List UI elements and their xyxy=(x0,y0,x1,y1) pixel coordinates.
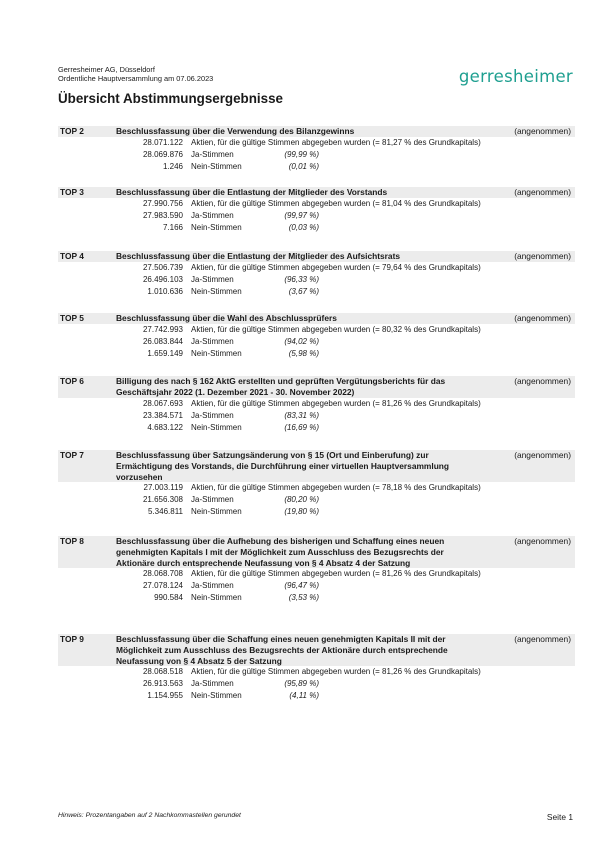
yes-votes-percent: (94,02 %) xyxy=(284,336,319,346)
valid-shares-count: 27.506.739 xyxy=(142,262,183,272)
agenda-item-number: TOP 2 xyxy=(60,126,84,136)
no-votes-label: Nein-Stimmen xyxy=(191,507,242,517)
valid-votes-row xyxy=(58,568,575,580)
page-number: Seite 1 xyxy=(546,812,573,822)
agenda-item-top-5 xyxy=(58,313,575,360)
agenda-item-top-9 xyxy=(58,634,575,702)
agenda-item-status: (angenommen) xyxy=(514,251,571,261)
valid-shares-label: Aktien, für die gültige Stimmen abgegeben wurden (= 80,32 % des Grundkapitals) xyxy=(191,324,481,334)
valid-votes-row xyxy=(58,198,575,210)
no-votes-label: Nein-Stimmen xyxy=(191,222,242,232)
no-votes-count: 1.246 xyxy=(162,161,183,171)
valid-votes-row xyxy=(58,666,575,678)
yes-votes-count: 27.078.124 xyxy=(142,581,183,591)
page-header xyxy=(58,66,575,90)
valid-shares-label: Aktien, für die gültige Stimmen abgegeben wurden (= 81,27 % des Grundkapitals) xyxy=(191,137,481,147)
valid-shares-label: Aktien, für die gültige Stimmen abgegeben wurden (= 81,26 % des Grundkapitals) xyxy=(191,569,481,579)
no-votes-label: Nein-Stimmen xyxy=(191,161,242,171)
agenda-item-header xyxy=(58,376,575,398)
yes-votes-percent: (99,99 %) xyxy=(284,149,319,159)
agenda-item-top-6 xyxy=(58,376,575,434)
agenda-item-title: Beschlussfassung über Satzungsänderung von § 15 (Ort und Einberufung) zur Ermächtigung des Vorstands, die Durchführung einer virtuellen Hauptversammlung vorzusehen xyxy=(116,450,450,482)
agenda-item-top-4 xyxy=(58,251,575,298)
yes-votes-percent: (96,33 %) xyxy=(284,274,319,284)
no-votes-percent: (0,03 %) xyxy=(288,222,319,232)
no-votes-label: Nein-Stimmen xyxy=(191,422,242,432)
no-votes-percent: (16,69 %) xyxy=(284,422,319,432)
no-votes-percent: (19,80 %) xyxy=(284,507,319,517)
valid-shares-label: Aktien, für die gültige Stimmen abgegeben wurden (= 81,26 % des Grundkapitals) xyxy=(191,398,481,408)
valid-votes-row xyxy=(58,137,575,149)
no-votes-label: Nein-Stimmen xyxy=(191,348,242,358)
yes-votes-label: Ja-Stimmen xyxy=(191,210,234,220)
yes-votes-label: Ja-Stimmen xyxy=(191,274,234,284)
agenda-item-top-3 xyxy=(58,187,575,234)
no-votes-count: 5.346.811 xyxy=(148,507,183,517)
yes-votes-count: 23.384.571 xyxy=(142,410,183,420)
no-votes-row xyxy=(58,222,575,234)
no-votes-label: Nein-Stimmen xyxy=(191,286,242,296)
no-votes-percent: (5,98 %) xyxy=(288,348,319,358)
yes-votes-label: Ja-Stimmen xyxy=(191,410,234,420)
yes-votes-row xyxy=(58,274,575,286)
agenda-item-header xyxy=(58,187,575,198)
yes-votes-row xyxy=(58,336,575,348)
agenda-item-number: TOP 6 xyxy=(60,376,84,386)
no-votes-percent: (0,01 %) xyxy=(288,161,319,171)
agenda-item-top-7 xyxy=(58,450,575,518)
valid-shares-count: 28.068.518 xyxy=(142,667,183,677)
yes-votes-label: Ja-Stimmen xyxy=(191,679,234,689)
agenda-item-status: (angenommen) xyxy=(514,450,571,460)
agenda-item-header xyxy=(58,634,575,666)
yes-votes-count: 27.983.590 xyxy=(142,210,183,220)
valid-shares-label: Aktien, für die gültige Stimmen abgegeben wurden (= 79,64 % des Grundkapitals) xyxy=(191,262,481,272)
no-votes-percent: (4,11 %) xyxy=(289,691,319,701)
yes-votes-count: 26.913.563 xyxy=(142,679,183,689)
no-votes-label: Nein-Stimmen xyxy=(191,691,242,701)
agenda-item-number: TOP 9 xyxy=(60,634,84,644)
agenda-item-title: Beschlussfassung über die Verwendung des Bilanzgewinns xyxy=(116,126,355,136)
valid-shares-count: 28.067.693 xyxy=(142,398,183,408)
page-title: Übersicht Abstimmungsergebnisse xyxy=(58,91,283,106)
no-votes-row xyxy=(58,690,575,702)
valid-shares-count: 27.742.993 xyxy=(142,324,183,334)
gerresheimer-logo: gerresheimer xyxy=(458,67,573,86)
agenda-item-header xyxy=(58,313,575,324)
no-votes-row xyxy=(58,592,575,604)
no-votes-row xyxy=(58,422,575,434)
valid-shares-label: Aktien, für die gültige Stimmen abgegeben wurden (= 81,04 % des Grundkapitals) xyxy=(191,198,481,208)
valid-votes-row xyxy=(58,262,575,274)
agenda-item-header xyxy=(58,450,575,482)
agenda-item-title: Beschlussfassung über die Wahl des Abschlussprüfers xyxy=(116,313,337,323)
yes-votes-row xyxy=(58,494,575,506)
company-name: Gerresheimer AG, Düsseldorf xyxy=(58,65,155,74)
no-votes-count: 1.154.955 xyxy=(147,691,183,701)
no-votes-row xyxy=(58,348,575,360)
agenda-item-header xyxy=(58,126,575,137)
yes-votes-count: 28.069.876 xyxy=(142,149,183,159)
agenda-item-title: Beschlussfassung über die Entlastung der Mitglieder des Aufsichtsrats xyxy=(116,251,401,261)
valid-shares-count: 27.003.119 xyxy=(143,483,183,493)
meeting-info: Ordentliche Hauptversammlung am 07.06.2023 xyxy=(58,74,214,83)
no-votes-row xyxy=(58,506,575,518)
no-votes-percent: (3,53 %) xyxy=(288,593,319,603)
valid-votes-row xyxy=(58,398,575,410)
agenda-item-number: TOP 4 xyxy=(60,251,84,261)
yes-votes-row xyxy=(58,580,575,592)
agenda-item-status: (angenommen) xyxy=(514,126,571,136)
agenda-item-top-8 xyxy=(58,536,575,604)
no-votes-label: Nein-Stimmen xyxy=(191,593,242,603)
agenda-item-header xyxy=(58,251,575,262)
no-votes-row xyxy=(58,161,575,173)
valid-shares-count: 27.990.756 xyxy=(142,198,183,208)
agenda-item-status: (angenommen) xyxy=(514,634,571,644)
yes-votes-count: 21.656.308 xyxy=(142,495,183,505)
footer-note: Hinweis: Prozentangaben auf 2 Nachkommastellen gerundet xyxy=(58,812,241,819)
no-votes-count: 1.010.636 xyxy=(147,286,183,296)
agenda-item-status: (angenommen) xyxy=(514,376,571,386)
agenda-item-title: Beschlussfassung über die Entlastung der Mitglieder des Vorstands xyxy=(116,187,388,197)
valid-shares-label: Aktien, für die gültige Stimmen abgegeben wurden (= 78,18 % des Grundkapitals) xyxy=(191,483,481,493)
yes-votes-row xyxy=(58,678,575,690)
valid-shares-label: Aktien, für die gültige Stimmen abgegeben wurden (= 81,26 % des Grundkapitals) xyxy=(191,667,481,677)
agenda-item-status: (angenommen) xyxy=(514,536,571,546)
valid-shares-count: 28.068.708 xyxy=(142,569,183,579)
agenda-item-header xyxy=(58,536,575,568)
no-votes-count: 990.584 xyxy=(154,593,183,603)
yes-votes-row xyxy=(58,410,575,422)
yes-votes-label: Ja-Stimmen xyxy=(191,581,234,591)
agenda-item-title: Beschlussfassung über die Schaffung eines neuen genehmigten Kapitals II mit der Möglichkeit zum Ausschluss des Bezugsrechts der Aktionäre durch entsprechende Neufassung von § 4 Absatz 5 der Satzung xyxy=(116,634,448,666)
agenda-item-number: TOP 3 xyxy=(60,187,84,197)
valid-shares-count: 28.071.122 xyxy=(142,137,183,147)
valid-votes-row xyxy=(58,324,575,336)
agenda-item-top-2 xyxy=(58,126,575,173)
yes-votes-label: Ja-Stimmen xyxy=(191,149,234,159)
yes-votes-label: Ja-Stimmen xyxy=(191,336,234,346)
no-votes-percent: (3,67 %) xyxy=(288,286,319,296)
agenda-item-number: TOP 8 xyxy=(60,536,84,546)
yes-votes-row xyxy=(58,149,575,161)
yes-votes-label: Ja-Stimmen xyxy=(191,495,234,505)
yes-votes-percent: (83,31 %) xyxy=(284,410,319,420)
agenda-item-title: Beschlussfassung über die Aufhebung des bisherigen und Schaffung eines neuen genehmigten Kapitals I mit der Möglichkeit zum Ausschluss des Bezugsrechts der Aktionäre durch entsprechende Neufassung von § 4 Absatz 4 der Satzung xyxy=(116,536,445,568)
agenda-item-title: Billigung des nach § 162 AktG erstellten und geprüften Vergütungsberichts für das Geschäftsjahr 2022 (1. Dezember 2021 - 30. November 2022) xyxy=(116,376,446,397)
no-votes-count: 4.683.122 xyxy=(147,422,183,432)
yes-votes-percent: (80,20 %) xyxy=(284,495,319,505)
agenda-item-status: (angenommen) xyxy=(514,187,571,197)
valid-votes-row xyxy=(58,482,575,494)
agenda-item-number: TOP 5 xyxy=(60,313,84,323)
agenda-item-status: (angenommen) xyxy=(514,313,571,323)
no-votes-count: 7.166 xyxy=(162,222,183,232)
agenda-item-number: TOP 7 xyxy=(60,450,84,460)
yes-votes-count: 26.496.103 xyxy=(142,274,183,284)
yes-votes-row xyxy=(58,210,575,222)
no-votes-count: 1.659.149 xyxy=(147,348,183,358)
yes-votes-percent: (96,47 %) xyxy=(284,581,319,591)
yes-votes-percent: (99,97 %) xyxy=(284,210,319,220)
yes-votes-count: 26.083.844 xyxy=(142,336,183,346)
yes-votes-percent: (95,89 %) xyxy=(284,679,319,689)
no-votes-row xyxy=(58,286,575,298)
